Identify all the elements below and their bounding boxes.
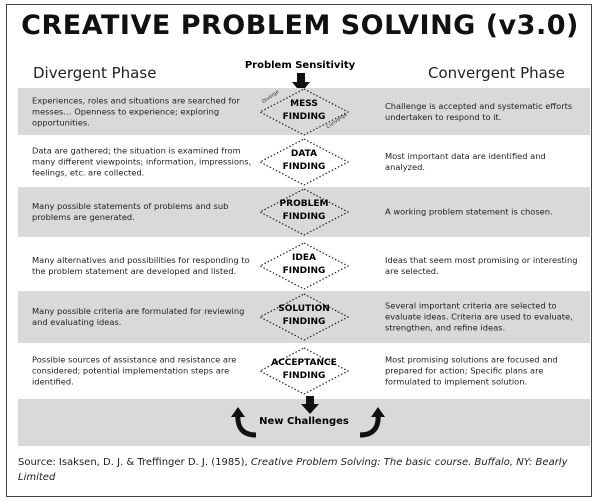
source-title: Creative Problem Solving: The basic course. Buffalo, NY: Bearly Limited: [18, 457, 568, 483]
divergent-text: Many possible criteria are formulated for reviewing and evaluating ideas.: [32, 306, 245, 327]
stage-row: [18, 187, 590, 237]
source-text: Source: Isaksen, D. J. & Treffinger D. J. (1985),: [18, 457, 251, 468]
convergent-text: Challenge is accepted and systematic efforts undertaken to respond to it.: [385, 100, 573, 122]
stage-label: [259, 357, 349, 383]
curved-arrow-right-icon: [356, 407, 386, 441]
stage-label: [259, 252, 349, 278]
stage-diamond: [259, 347, 349, 395]
stage-label: [259, 303, 349, 329]
stage-label-line2: FINDING: [282, 212, 326, 222]
divergent-header: Divergent Phase: [33, 64, 157, 82]
stage-diamond: [259, 242, 349, 290]
stage-row: [18, 241, 590, 290]
stage-label-line2: FINDING: [282, 111, 326, 122]
down-arrow-icon: [301, 396, 319, 414]
convergent-text: Several important criteria are selected to evaluate ideas. Criteria are used to evaluate, strengthen, and refine ideas.: [385, 300, 573, 333]
stage-label-line2: FINDING: [282, 370, 326, 381]
problem-sensitivity-label: Problem Sensitivity: [244, 60, 356, 71]
stage-diamond: [259, 88, 349, 136]
convergent-text: Most promising solutions are focused and prepared for action; Specific plans are formulated to implement solution.: [385, 354, 558, 386]
stage-label: [259, 198, 349, 224]
stage-row: [18, 88, 590, 135]
stage-label: [259, 148, 349, 174]
curved-arrow-left-icon: [230, 407, 260, 441]
stage-label-line1: MESS: [290, 98, 318, 109]
divergent-text: Possible sources of assistance and resistance are considered; potential implementation steps are identified.: [32, 354, 237, 386]
stage-label-line2: FINDING: [282, 317, 326, 327]
new-challenges-label: New Challenges: [259, 416, 349, 427]
stage-diamond: [259, 188, 349, 236]
diagram-title: CREATIVE PROBLEM SOLVING (v3.0): [21, 10, 579, 41]
converge-label: Converge: [325, 111, 349, 130]
stage-diamond: [259, 138, 349, 186]
convergent-text: Most important data are identified and analyzed.: [385, 150, 546, 172]
divergent-text: Many alternatives and possibilities for responding to the problem statement are developed and listed.: [32, 254, 250, 276]
source-citation: [18, 455, 588, 485]
stage-label-line1: PROBLEM: [279, 199, 329, 209]
stage-row: [18, 137, 590, 186]
divergent-text: Experiences, roles and situations are searched for messes… Openness to experience; exploring opportunities.: [32, 95, 240, 127]
stage-diamond: [259, 293, 349, 341]
stage-row: [18, 291, 590, 343]
stage-label-line2: FINDING: [282, 265, 326, 276]
stage-row: [18, 345, 590, 396]
convergent-header: Convergent Phase: [428, 64, 565, 82]
stage-label-line1: ACCEPTANCE: [271, 357, 337, 368]
stage-label-line1: SOLUTION: [278, 304, 330, 314]
diverge-label: Diverge: [261, 88, 281, 105]
stage-label-line1: IDEA: [292, 252, 316, 263]
convergent-text: A working problem statement is chosen.: [385, 206, 553, 217]
divergent-text: Many possible statements of problems and sub problems are generated.: [32, 201, 229, 222]
divergent-text: Data are gathered; the situation is examined from many different viewpoints; information, impressions, feelings, etc. are collected.: [32, 145, 252, 177]
stage-label-line1: DATA: [290, 148, 318, 159]
stage-label-line2: FINDING: [282, 161, 326, 172]
new-challenges-row: [18, 399, 590, 446]
convergent-text: Ideas that seem most promising or interesting are selected.: [385, 254, 578, 276]
